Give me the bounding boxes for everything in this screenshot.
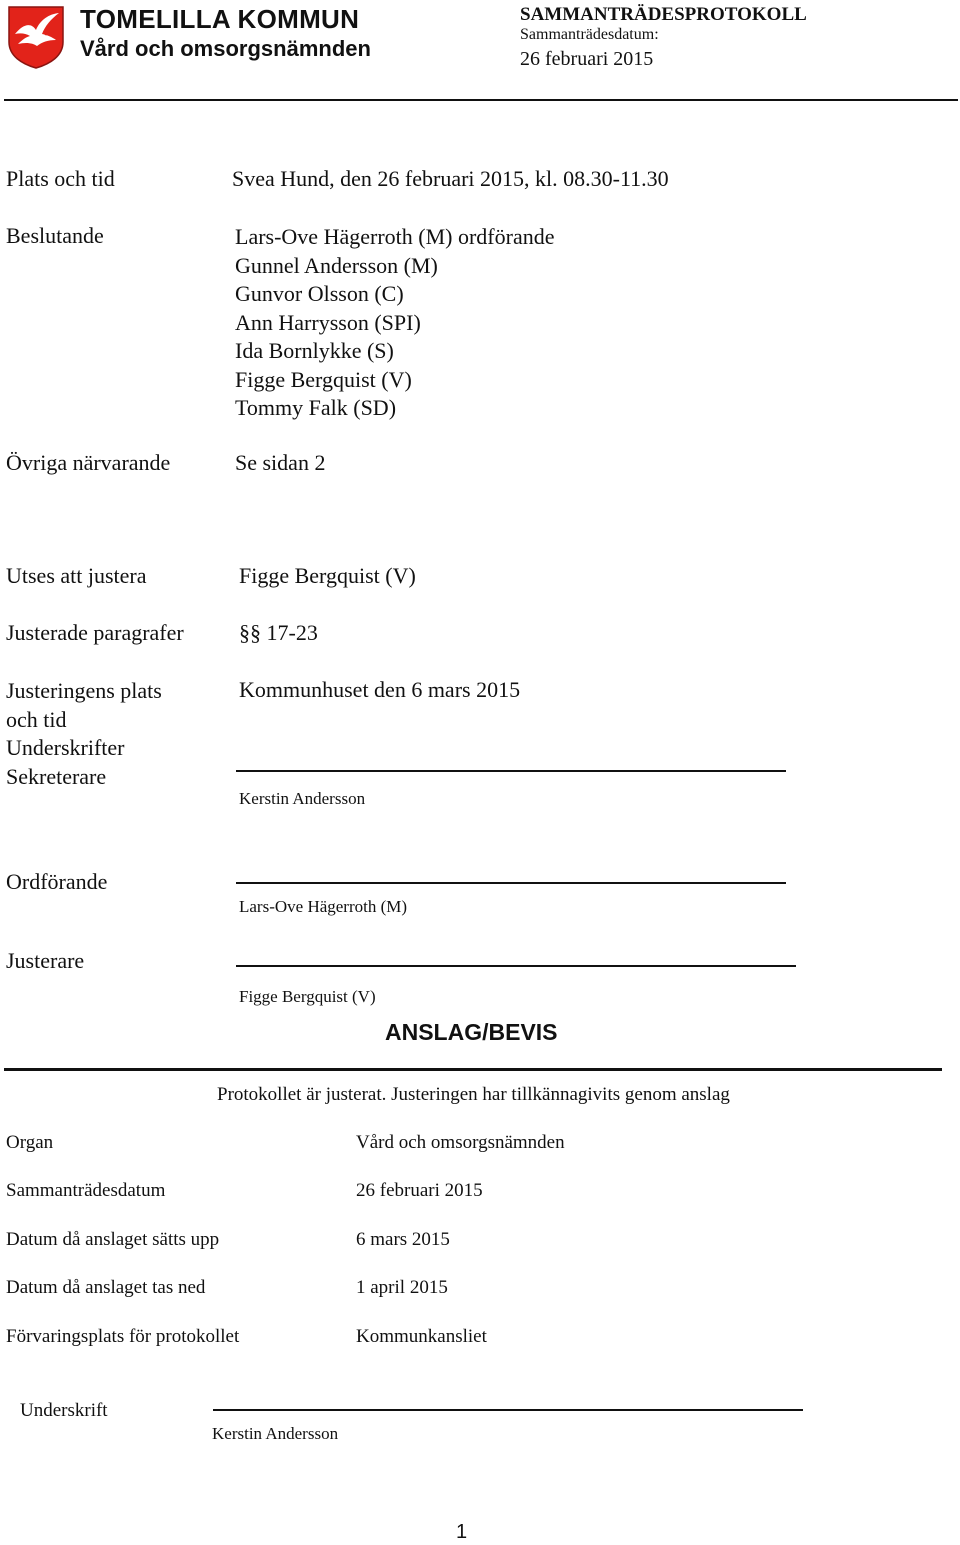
organization-name: TOMELILLA KOMMUN: [80, 4, 360, 34]
document-type: SAMMANTRÄDESPROTOKOLL: [520, 4, 807, 25]
notice-signature-line: [213, 1409, 803, 1411]
appointed-adjuster-label: Utses att justera: [6, 563, 147, 588]
adjuster-name: Figge Bergquist (V): [239, 987, 376, 1006]
section-symbol: §§: [239, 620, 261, 645]
notice-row-value: 26 februari 2015: [356, 1180, 483, 1201]
member-item: Tommy Falk (SD): [235, 395, 397, 420]
member-item: Gunnel Andersson (M): [235, 252, 438, 278]
chair-name: Lars-Ove Hägerroth (M): [239, 897, 408, 916]
notice-row-label: Förvaringsplats för protokollet: [6, 1326, 240, 1347]
adjuster-label: Justerare: [6, 948, 85, 973]
secretary-name: Kerstin Andersson: [239, 789, 366, 808]
committee-name: Vård och omsorgsnämnden: [80, 36, 371, 61]
deciding-label: Beslutande: [6, 223, 104, 248]
adjuster-signature-line: [236, 965, 796, 967]
notice-row-label: Organ: [6, 1132, 54, 1153]
meeting-date: 26 februari 2015: [520, 48, 654, 70]
paragraph-range: 17-23: [266, 620, 318, 645]
place-time-value: Svea Hund, den 26 februari 2015, kl. 08.30-11.30: [232, 166, 669, 191]
others-present-value: Se sidan 2: [235, 450, 326, 475]
member-item: Ida Bornlykke (S): [235, 338, 394, 363]
chair-label: Ordförande: [6, 869, 108, 894]
deciding-members-list: [235, 223, 554, 423]
notice-signature-name: Kerstin Andersson: [212, 1424, 339, 1443]
notice-heading: ANSLAG/BEVIS: [385, 1019, 558, 1045]
signatures-label: Underskrifter: [6, 735, 125, 760]
notice-divider: [4, 1068, 942, 1071]
chair-signature-line: [236, 882, 786, 884]
header-divider: [4, 99, 958, 101]
notice-row-value: 1 april 2015: [356, 1277, 448, 1298]
adjustment-place-value: Kommunhuset den 6 mars 2015: [239, 677, 521, 702]
member-item: Lars-Ove Hägerroth (M) ordförande: [235, 224, 555, 249]
notice-row-value: Vård och omsorgsnämnden: [356, 1132, 565, 1153]
others-present-label: Övriga närvarande: [6, 450, 171, 475]
adjusted-paragraphs-value: [239, 620, 318, 646]
member-item: Ann Harrysson (SPI): [235, 309, 421, 335]
notice-row-label: Datum då anslaget tas ned: [6, 1277, 206, 1298]
member-item: Figge Bergquist (V): [235, 366, 412, 392]
municipal-crest-icon: [6, 4, 66, 70]
meeting-date-label: Sammanträdesdatum:: [520, 26, 659, 43]
notice-row-value: Kommunkansliet: [356, 1326, 487, 1347]
adjustment-place-label: Justeringens plats och tid Underskrifter Sekreterare: [6, 677, 162, 791]
signature-label: Underskrift: [20, 1400, 108, 1421]
appointed-adjuster-value: Figge Bergquist (V): [239, 563, 416, 588]
adjusted-paragraphs-label: Justerade paragrafer: [6, 620, 184, 645]
secretary-signature-line: [236, 770, 786, 772]
place-time-label: Plats och tid: [6, 166, 115, 191]
notice-row-label: Sammanträdesdatum: [6, 1180, 166, 1201]
secretary-label: Sekreterare: [6, 763, 107, 789]
notice-row-value: 6 mars 2015: [356, 1229, 450, 1250]
member-item: Gunvor Olsson (C): [235, 281, 404, 306]
notice-statement: Protokollet är justerat. Justeringen har tillkännagivits genom anslag: [217, 1084, 730, 1105]
notice-row-label: Datum då anslaget sätts upp: [6, 1229, 220, 1250]
page-number: 1: [456, 1521, 468, 1543]
